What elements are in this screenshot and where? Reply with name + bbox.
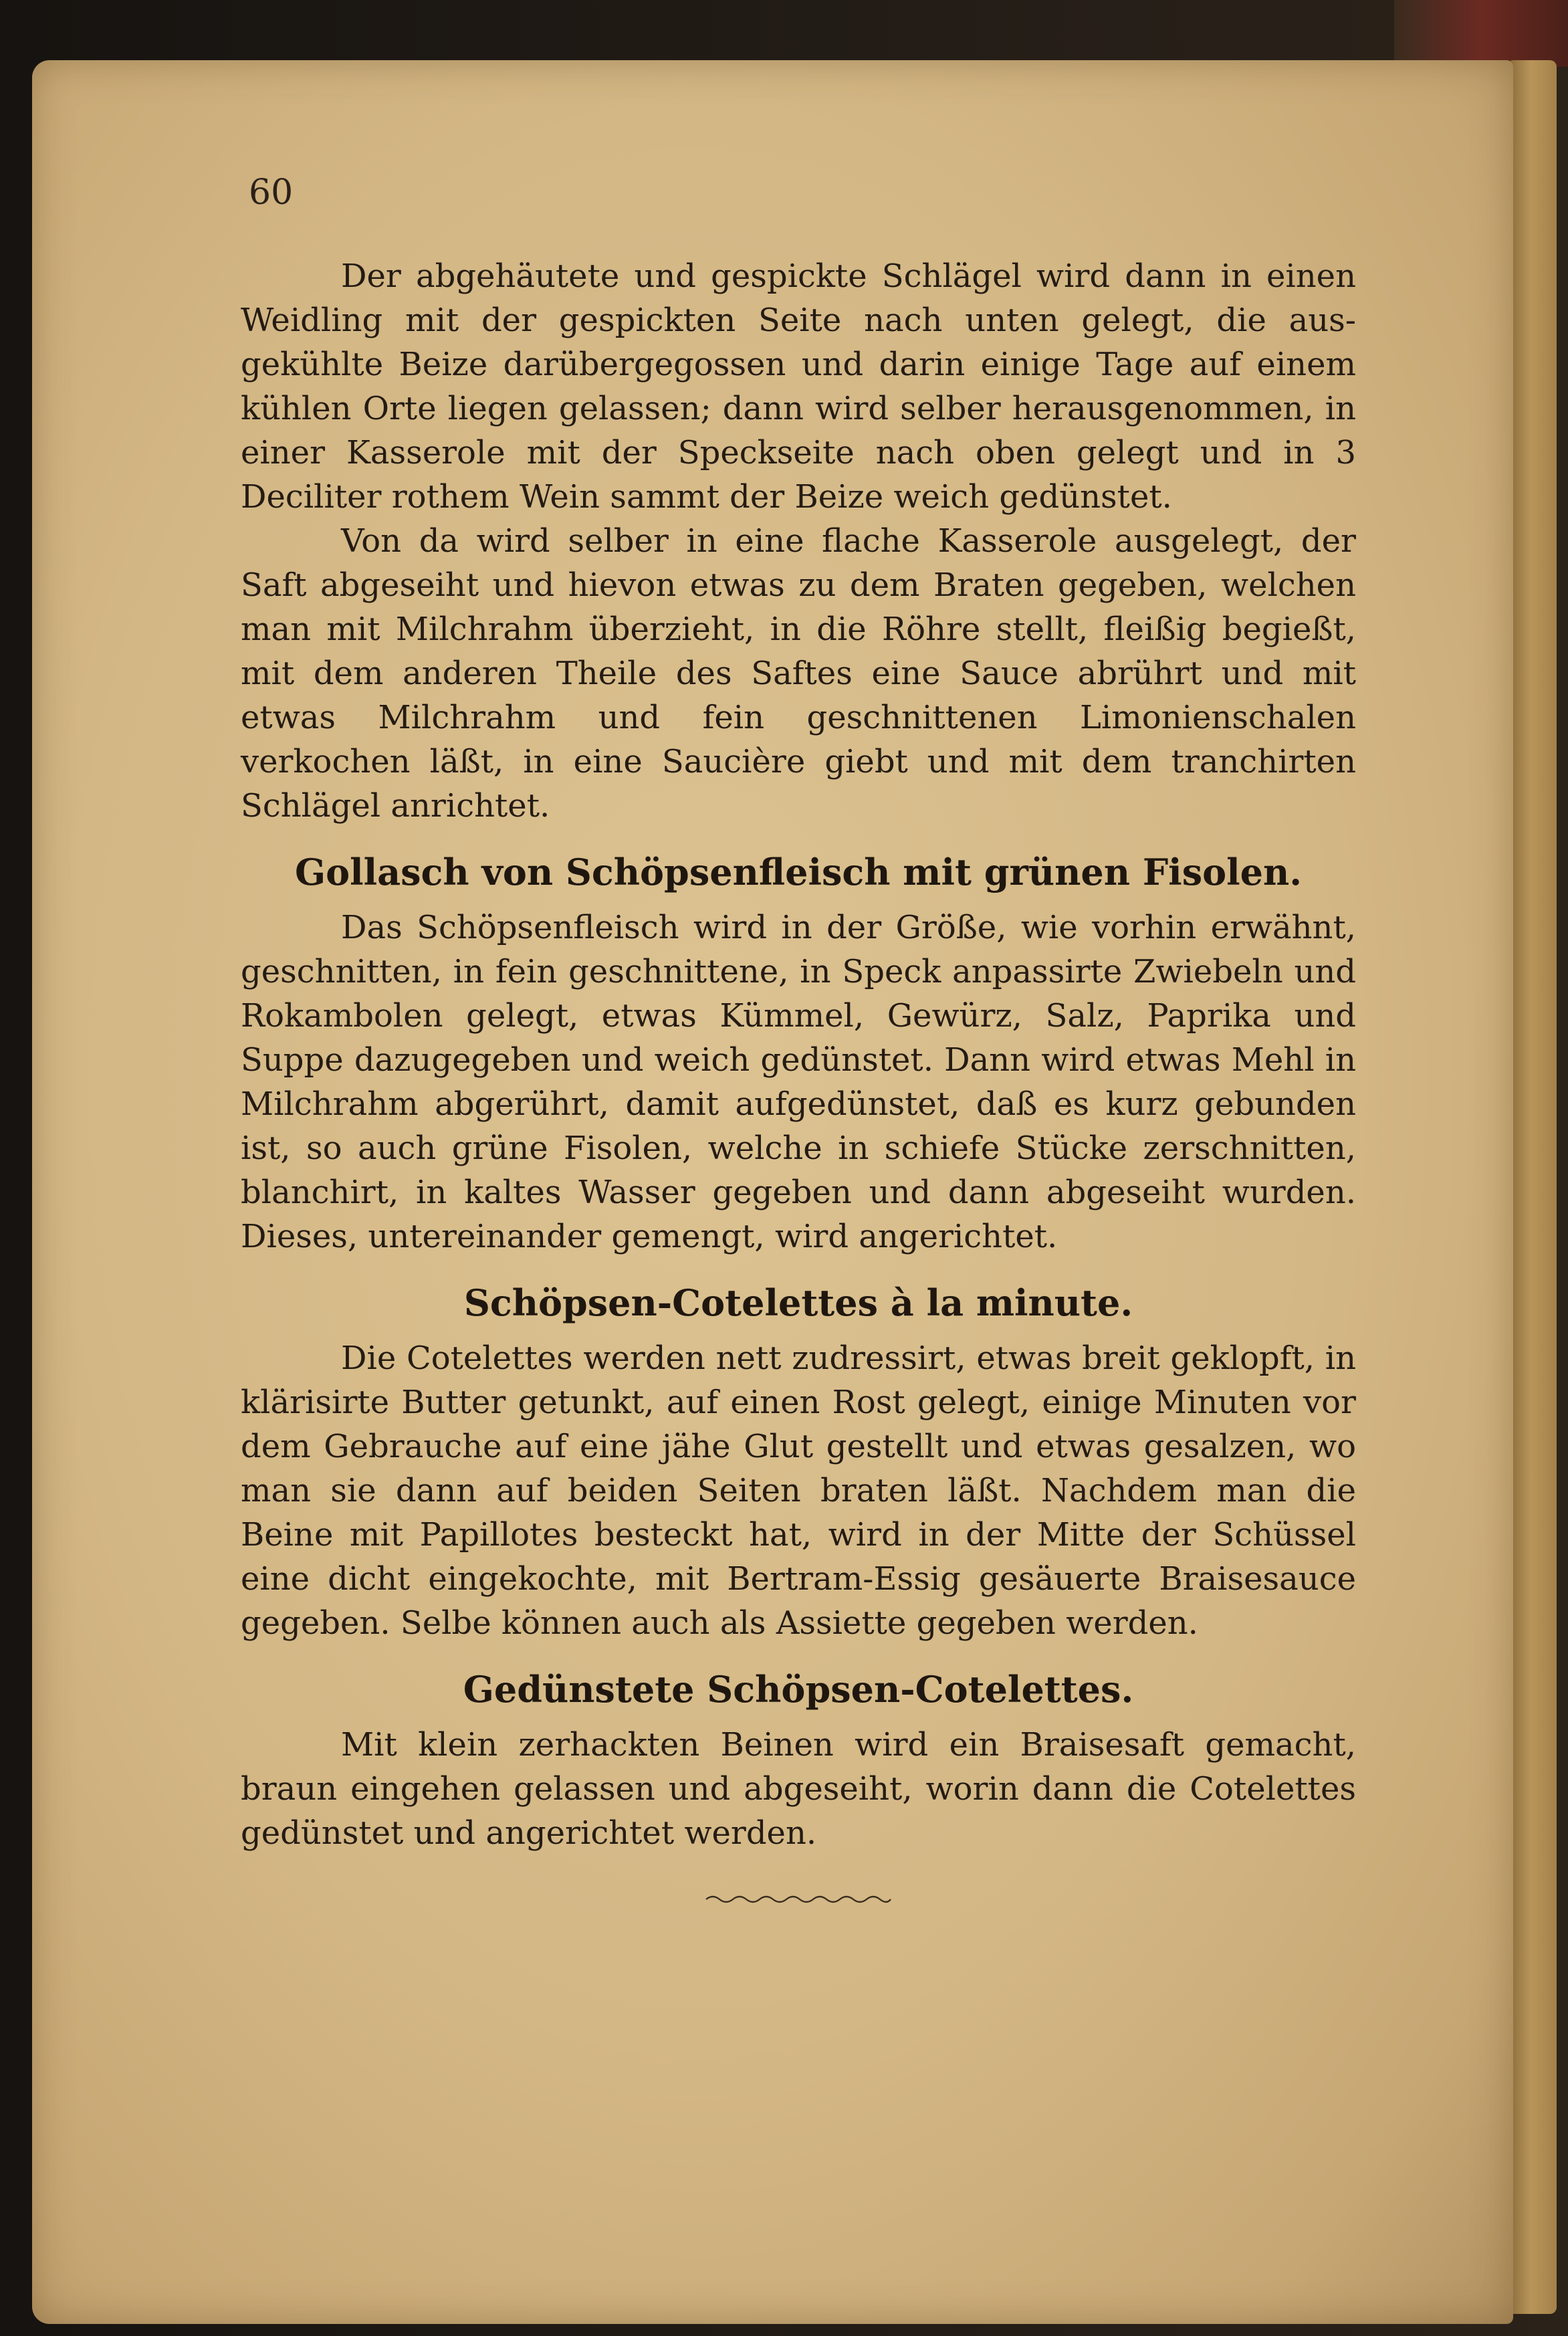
page-text xyxy=(241,254,1356,1906)
heading-cotelettes-minute: Schöpsen-Cotelettes à la minute. xyxy=(463,1281,1133,1324)
paragraph-schlaegel-sauce: Von da wird selber in eine flache Kasserole ausgelegt, der Saft abgeseiht und hievon etwas zu dem Braten gegeben, welchen man mit Milchrahm überzieht, in die Röhre stellt, fleißig begießt, mit dem anderen Theile des Saftes eine Sauce abrührt und mit etwas Milchrahm und fein geschnittenen Limonienschalen verkochen läßt, in eine Saucière giebt und mit dem tranchirten Schlägel anrichtet. xyxy=(241,522,1356,825)
paragraph-gollasch: Das Schöpsenfleisch wird in der Größe, wie vorhin erwähnt, geschnitten, in fein geschnittene, in Speck anpassirte Zwiebeln und Rokambolen gelegt, etwas Kümmel, Gewürz, Salz, Paprika und Suppe dazugegeben und weich gedünstet. Dann wird etwas Mehl in Milchrahm abgerührt, damit aufgedünstet, daß es kurz gebunden ist, so auch grüne Fisolen, welche in schiefe Stücke zerschnitten, blanchirt, in kaltes Wasser gegeben und dann abgeseiht wurden. Dieses, untereinander gemengt, wird angerichtet. xyxy=(241,909,1356,1255)
paragraph-schlaegel-intro: Der abgehäutete und gespickte Schlägel wird dann in einen Weidling mit der gespickten Seite nach unten gelegt, die ausgekühlte Beize darübergegossen und darin einige Tage auf einem kühlen Orte liegen gelassen; dann wird selber herausgenommen, in einer Kasserole mit der Speckseite nach oben gelegt und in 3 Deciliter rothem Wein sammt der Beize weich gedünstet. xyxy=(241,257,1356,516)
book-spine-edge xyxy=(1394,0,1568,67)
paragraph-gedunstete-cotelettes: Mit klein zerhackten Beinen wird ein Braisesaft gemacht, braun eingehen gelassen und abgeseiht, worin dann die Cotelettes gedünstet und angerichtet werden. xyxy=(241,1726,1356,1852)
heading-gollasch: Gollasch von Schöpsenfleisch mit grünen Fisolen. xyxy=(294,851,1303,893)
page-number: 60 xyxy=(249,173,294,213)
heading-gedunstete-cotelettes: Gedünstete Schöpsen-Cotelettes. xyxy=(463,1668,1134,1711)
adjacent-page-edge xyxy=(1510,60,1557,2314)
wavy-line-icon xyxy=(705,1893,892,1906)
paragraph-cotelettes-minute: Die Cotelettes werden nett zudressirt, etwas breit geklopft, in klärisirte Butter getunkt, auf einen Rost gelegt, einige Minuten vor dem Gebrauche auf eine jähe Glut gestellt und etwas gesalzen, wo man sie dann auf beiden Seiten braten läßt. Nachdem man die Beine mit Papillotes besteckt hat, wird in der Mitte der Schüssel eine dicht eingekochte, mit Bertram-Essig gesäuerte Braisesauce gegeben. Selbe können auch als Assiette gegeben werden. xyxy=(241,1340,1356,1642)
section-end-ornament xyxy=(705,1893,892,1906)
